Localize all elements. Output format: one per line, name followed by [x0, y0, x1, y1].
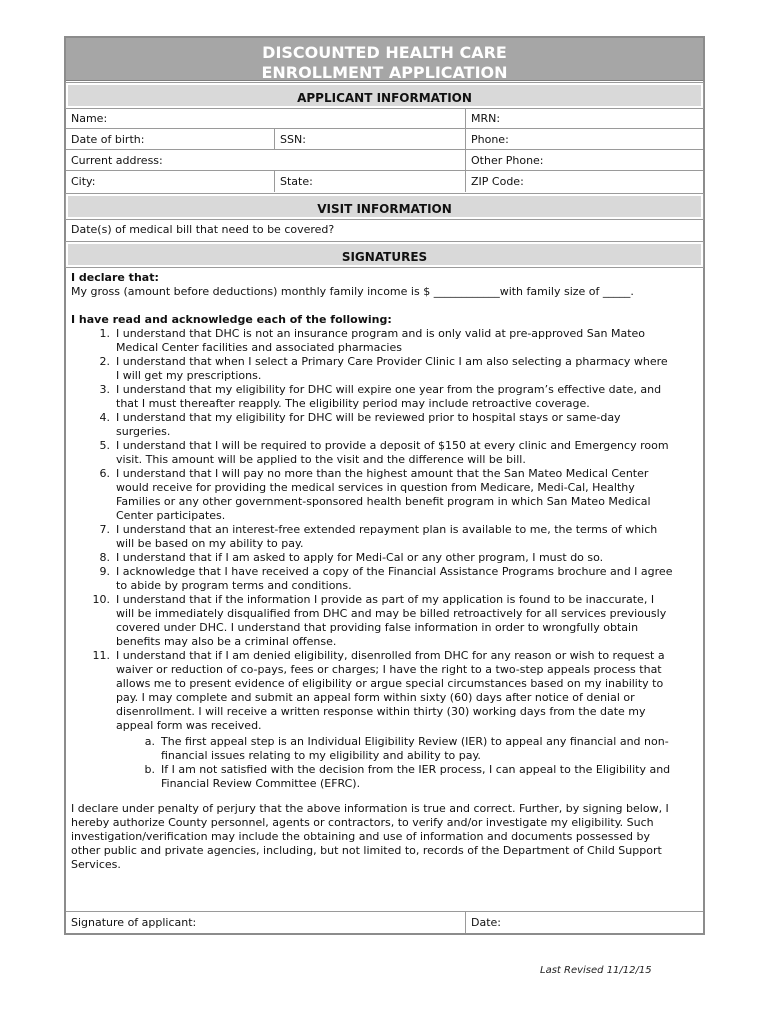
list-item: 3. I understand that my eligibility for DHC will expire one year from the program’s effective date, and that I must thereafter reapply. The eligibility period may include retroactive coverage. — [99, 383, 662, 410]
list-item: 1. I understand that DHC is not an insurance program and is only valid at pre-approved San Mateo Medical Center facilities and associated pharmacies — [99, 327, 646, 354]
phone-field[interactable]: Phone: — [471, 133, 509, 146]
declarations-body — [66, 267, 703, 871]
other-phone-field[interactable]: Other Phone: — [471, 154, 544, 167]
list-item: 8. I understand that if I am asked to apply for Medi-Cal or any other program, I must do so. — [99, 551, 604, 564]
acknowledge-heading: I have read and acknowledge each of the following: — [71, 313, 392, 326]
title-line-2: ENROLLMENT APPLICATION — [261, 63, 508, 82]
list-item: 6. I understand that I will pay no more than the highest amount that the San Mateo Medical Center would receive for providing the medical services in question from Medicare, Medi-Cal, Healthy Families or any other government-sponsored health benefit program in which San Mateo Medical Center participates. — [99, 467, 651, 522]
city-row — [66, 171, 703, 192]
signature-row — [66, 911, 703, 933]
dob-field[interactable]: Date of birth: — [66, 129, 275, 149]
state-field[interactable]: State: — [275, 171, 466, 192]
income-line[interactable]: My gross (amount before deductions) monthly family income is $ ____________with family size of _____. — [71, 285, 634, 298]
zip-field[interactable]: ZIP Code: — [471, 175, 524, 188]
declare-heading: I declare that: — [71, 271, 159, 284]
ssn-field[interactable]: SSN: — [275, 129, 466, 149]
signature-field[interactable]: Signature of applicant: — [66, 912, 466, 933]
applicant-information-heading: APPLICANT INFORMATION — [66, 83, 703, 108]
list-item: 4. I understand that my eligibility for DHC will be reviewed prior to hospital stays or same-day surgeries. — [99, 411, 621, 438]
list-item: 2. I understand that when I select a Primary Care Provider Clinic I am also selecting a pharmacy where I will get my prescriptions. — [99, 355, 668, 382]
form-title — [66, 38, 703, 81]
address-row — [66, 150, 703, 171]
title-line-1: DISCOUNTED HEALTH CARE — [262, 43, 507, 62]
visit-information-heading: VISIT INFORMATION — [66, 194, 703, 219]
name-field[interactable]: Name: — [66, 108, 466, 128]
list-item: 5. I understand that I will be required to provide a deposit of $150 at every clinic and Emergency room visit. This amount will be applied to the visit and the difference will be bill. — [99, 439, 669, 466]
name-row — [66, 108, 703, 129]
visit-dates-row — [66, 219, 703, 240]
address-field[interactable]: Current address: — [66, 150, 466, 170]
visit-dates-field[interactable]: Date(s) of medical bill that need to be covered? — [71, 223, 335, 236]
list-item: 11. I understand that if I am denied eligibility, disenrolled from DHC for any reason or wish to request a waiver or reduction of co-pays, fees or charges; I have the right to a two-step appeals process that allows me to present evidence of eligibility or argue special circumstances based on my inability to pay. I may complete and submit an appeal form within sixty (60) days after notice of denial or disenrollment. I will receive a written response within thirty (30) working days from the date my appeal form was received. — [92, 649, 665, 732]
date-field[interactable]: Date: — [471, 916, 501, 929]
city-field[interactable]: City: — [66, 171, 275, 192]
acknowledgement-list — [71, 327, 697, 733]
mrn-field[interactable]: MRN: — [471, 112, 501, 125]
list-item: 9. I acknowledge that I have received a copy of the Financial Assistance Programs brochure and I agree to abide by program terms and conditions. — [99, 565, 673, 592]
perjury-statement: I declare under penalty of perjury that the above information is true and correct. Further, by signing below, I hereby authorize County personnel, agents or contractors, to verify and/or investigate my eligibility. Such investigation/verification may include the obtaining and use of information and documents possessed by other public and private agencies, including, but not limited to, records of the Department of Child Support Services. — [71, 802, 669, 871]
list-item: 10. I understand that if the information I provide as part of my application is found to be inaccurate, I will be immediately disqualified from DHC and may be billed retroactively for all services previously covered under DHC. I understand that providing false information in order to wrongfully obtain benefits may also be a criminal offense. — [92, 593, 667, 648]
signatures-heading: SIGNATURES — [66, 242, 703, 267]
list-item: 7. I understand that an interest-free extended repayment plan is available to me, the terms of which will be based on my ability to pay. — [99, 523, 658, 550]
dob-row — [66, 129, 703, 150]
last-revised: Last Revised 11/12/15 — [540, 965, 652, 976]
list-item: b. If I am not satisfied with the decision from the IER process, I can appeal to the Eligibility and Financial Review Committee (EFRC). — [144, 763, 671, 790]
enrollment-form — [64, 36, 705, 935]
list-item: a. The first appeal step is an Individual Eligibility Review (IER) to appeal any financial and non- financial issues relating to my eligibility and ability to pay. — [144, 735, 669, 762]
appeal-steps-list — [71, 735, 697, 791]
